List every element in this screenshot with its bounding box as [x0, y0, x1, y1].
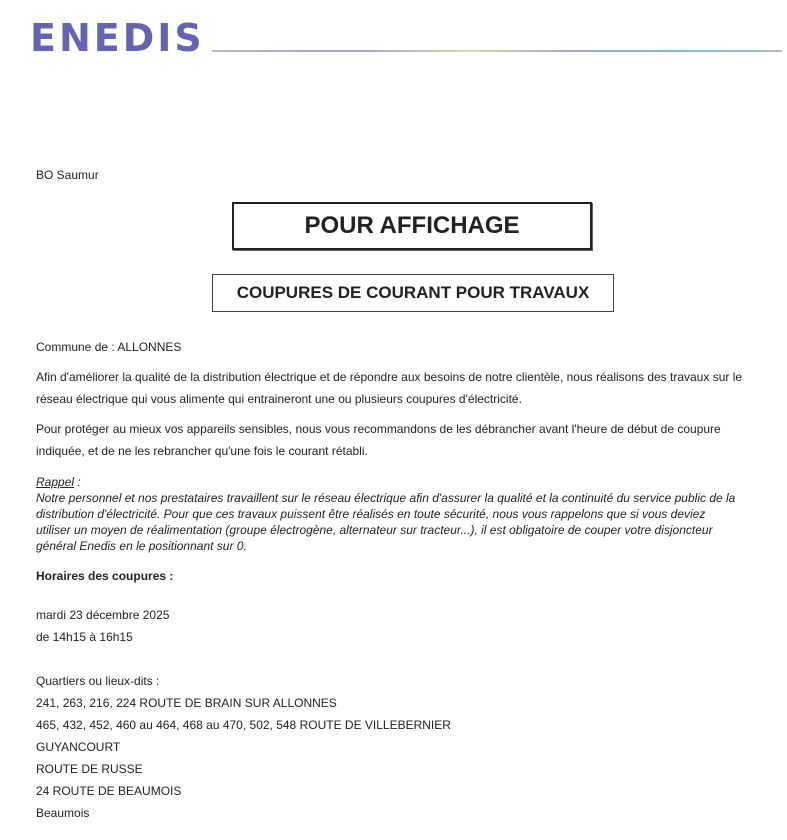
location-item: GUYANCOURT	[36, 740, 121, 754]
header-divider	[212, 50, 782, 52]
commune-line: Commune de : ALLONNES	[36, 340, 182, 354]
rappel-label: Rappel	[36, 475, 75, 489]
advice-paragraph: Pour protéger au mieux vos appareils sensibles, nous vous recommandons de les débrancher avant l'heure de début de coupure indiquée, et de ne les rebrancher qu'une fois le courant rétabli.	[36, 422, 721, 458]
notice-title-box	[232, 202, 592, 250]
intro-paragraph: Afin d'améliorer la qualité de la distribution électrique et de répondre aux besoins de notre clientèle, nous réalisons des travaux sur le réseau électrique qui vous alimente qui entraineront une ou plusieurs coupures d'électricité.	[36, 370, 743, 406]
location-item: 24 ROUTE DE BEAUMOIS	[36, 784, 182, 798]
notice-subtitle-box	[212, 274, 614, 312]
rappel-text: Notre personnel et nos prestataires travaillent sur le réseau électrique afin d'assurer la qualité et la continuité du service public de la distribution d'électricité. Pour que ces travaux puissent être réalisés en toute sécurité, nous vous rappelons que si vous deviez utiliser un moyen de réalimentation (groupe électrogène, alternateur sur tracteur...), il est obligatoire de couper votre disjoncteur général Enedis en le positionnant sur 0.	[36, 491, 736, 553]
notice-title: POUR AFFICHAGE	[304, 212, 520, 239]
location-item: 465, 432, 452, 460 au 464, 468 au 470, 502, 548 ROUTE DE VILLEBERNIER	[36, 718, 451, 732]
sender-office: BO Saumur	[36, 168, 99, 182]
location-item: 241, 263, 216, 224 ROUTE DE BRAIN SUR ALLONNES	[36, 696, 337, 710]
notice-subtitle: COUPURES DE COURANT POUR TRAVAUX	[236, 283, 590, 302]
schedule-time: de 14h15 à 16h15	[36, 630, 133, 644]
schedule-date: mardi 23 décembre 2025	[36, 608, 170, 622]
rappel-block	[36, 474, 736, 554]
schedule-heading: Horaires des coupures :	[36, 569, 174, 583]
locations-heading: Quartiers ou lieux-dits :	[36, 674, 160, 688]
enedis-logo: ENEDIS	[30, 16, 205, 60]
location-item: ROUTE DE RUSSE	[36, 762, 143, 776]
rappel-heading	[36, 474, 736, 490]
location-item: Beaumois	[36, 806, 90, 820]
rappel-colon: :	[74, 475, 81, 489]
